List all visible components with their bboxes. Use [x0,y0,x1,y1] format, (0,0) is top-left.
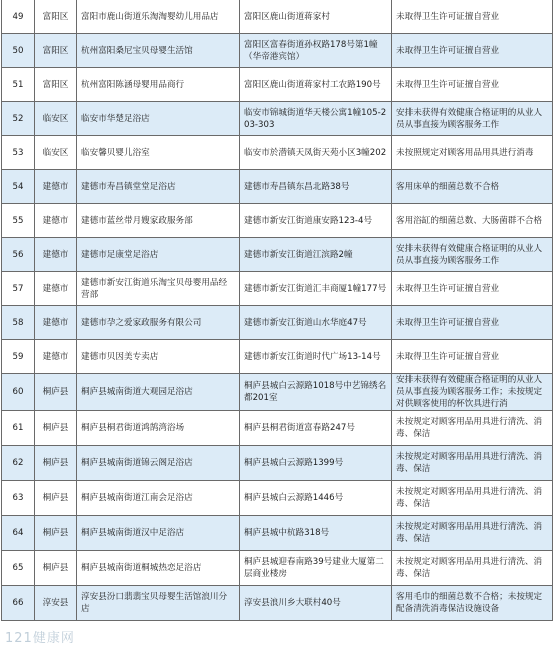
row-number: 63 [2,481,35,516]
row-address: 建德市寿昌镇东昌北路38号 [240,170,392,204]
row-violation: 未取得卫生许可证擅自营业 [392,340,553,374]
table-row [2,272,553,306]
row-violation: 未按照规定对顾客用品用具进行消毒 [392,136,553,170]
row-violation: 未按规定对顾客用品用具进行清洗、消毒、保洁 [392,516,553,551]
row-violation: 未取得卫生许可证擅自营业 [392,34,553,68]
row-violation: 未取得卫生许可证擅自营业 [392,68,553,102]
table-row [2,481,553,516]
row-number: 60 [2,374,35,411]
row-business-name: 桐庐县城南街道桐城热恋足浴店 [77,551,240,586]
row-violation: 安排未获得有效健康合格证明的从业人员从事直接为顾客服务工作；未按规定对供顾客使用的杯饮具进行消 [392,374,553,411]
table-row [2,204,553,238]
row-violation: 未取得卫生许可证擅自营业 [392,0,553,34]
row-address: 临安市锦城街道华天楼公寓1幢105-203-303 [240,102,392,136]
row-address: 富阳区富春街道孙权路178号第1幢（华帝港宾馆） [240,34,392,68]
table-row [2,411,553,446]
table-row [2,238,553,272]
row-business-name: 建德市新安江街道乐淘宝贝母婴用品经营部 [77,272,240,306]
table-row [2,102,553,136]
table-row [2,34,553,68]
row-district: 富阳区 [35,68,77,102]
table-row [2,374,553,411]
row-business-name: 桐庐县城南街道汉中足浴店 [77,516,240,551]
table-row [2,586,553,621]
table-body [2,0,553,621]
row-address: 桐庐县城中杭路318号 [240,516,392,551]
table-row [2,0,553,34]
row-business-name: 桐庐县桐君街道鸿鹄湾浴场 [77,411,240,446]
table-row [2,551,553,586]
row-number: 56 [2,238,35,272]
row-district: 建德市 [35,170,77,204]
row-number: 64 [2,516,35,551]
row-district: 建德市 [35,306,77,340]
row-business-name: 临安市华楚足浴店 [77,102,240,136]
row-district: 富阳区 [35,0,77,34]
row-address: 建德市新安江街道时代广场13-14号 [240,340,392,374]
row-number: 55 [2,204,35,238]
row-number: 53 [2,136,35,170]
watermark-logo: 121健康网 [5,631,75,646]
row-number: 62 [2,446,35,481]
row-violation: 客用毛巾的细菌总数不合格；未按规定配备清洗消毒保洁设施设备 [392,586,553,621]
row-business-name: 桐庐县城南街道江南会足浴店 [77,481,240,516]
row-address: 桐庐县桐君街道富春路247号 [240,411,392,446]
row-number: 66 [2,586,35,621]
row-violation: 未按规定对顾客用品用具进行清洗、消毒、保洁 [392,551,553,586]
row-business-name: 建德市寿昌镇堂堂足浴店 [77,170,240,204]
row-violation: 未取得卫生许可证擅自营业 [392,306,553,340]
table-row [2,446,553,481]
row-district: 临安区 [35,102,77,136]
row-number: 65 [2,551,35,586]
table-row [2,68,553,102]
row-address: 临安市於潜镇天凤街天苑小区3幢202 [240,136,392,170]
row-business-name: 建德市孕之爱家政服务有限公司 [77,306,240,340]
row-number: 52 [2,102,35,136]
row-district: 建德市 [35,340,77,374]
row-number: 59 [2,340,35,374]
row-number: 51 [2,68,35,102]
row-business-name: 桐庐县城南街道大观园足浴店 [77,374,240,411]
row-district: 富阳区 [35,34,77,68]
row-address: 建德市新安江街道汇丰商厦1幢177号 [240,272,392,306]
row-business-name: 杭州富阳陈涵母婴用品商行 [77,68,240,102]
row-address: 桐庐县城白云源路1446号 [240,481,392,516]
row-district: 桐庐县 [35,516,77,551]
table-row [2,170,553,204]
row-address: 建德市新安江街道山水华庭47号 [240,306,392,340]
row-business-name: 建德市足康堂足浴店 [77,238,240,272]
table-row [2,516,553,551]
row-address: 淳安县浪川乡大联村40号 [240,586,392,621]
table-row [2,306,553,340]
row-number: 61 [2,411,35,446]
row-number: 57 [2,272,35,306]
row-number: 58 [2,306,35,340]
row-business-name: 淳安县汾口翡翡宝贝母婴生活馆浪川分店 [77,586,240,621]
row-violation: 未按规定对顾客用品用具进行清洗、消毒、保洁 [392,446,553,481]
row-district: 桐庐县 [35,411,77,446]
row-district: 桐庐县 [35,446,77,481]
row-violation: 客用床单的细菌总数不合格 [392,170,553,204]
row-number: 54 [2,170,35,204]
row-number: 50 [2,34,35,68]
inspection-table [1,0,553,621]
row-violation: 未按规定对顾客用品用具进行清洗、消毒、保洁 [392,481,553,516]
row-address: 桐庐县城白云源路1399号 [240,446,392,481]
row-business-name: 建德市贝因美专卖店 [77,340,240,374]
row-business-name: 建德市蓝丝带月嫂家政服务部 [77,204,240,238]
row-violation: 未按规定对顾客用品用具进行清洗、消毒、保洁 [392,411,553,446]
row-district: 桐庐县 [35,374,77,411]
row-business-name: 杭州富阳桑尼宝贝母婴生活馆 [77,34,240,68]
table-row [2,136,553,170]
row-district: 建德市 [35,204,77,238]
row-address: 建德市新安江街道江滨路2幢 [240,238,392,272]
row-violation: 客用浴缸的细菌总数、大肠菌群不合格 [392,204,553,238]
row-address: 富阳区鹿山街道蒋家村工农路190号 [240,68,392,102]
row-business-name: 富阳市鹿山街道乐淘淘婴幼儿用品店 [77,0,240,34]
row-district: 桐庐县 [35,551,77,586]
row-district: 淳安县 [35,586,77,621]
row-address: 桐庐县城白云源路1018号中艺锦绣名都201室 [240,374,392,411]
row-address: 桐庐县城迎春南路39号建业大厦第二层商业楼房 [240,551,392,586]
row-district: 建德市 [35,272,77,306]
row-address: 建德市新安江街道康安路123-4号 [240,204,392,238]
row-violation: 安排未获得有效健康合格证明的从业人员从事直接为顾客服务工作 [392,102,553,136]
row-business-name: 临安馨贝婴儿浴室 [77,136,240,170]
row-district: 临安区 [35,136,77,170]
row-violation: 未取得卫生许可证擅自营业 [392,272,553,306]
row-district: 建德市 [35,238,77,272]
row-business-name: 桐庐县城南街道锦云阁足浴店 [77,446,240,481]
table-row [2,340,553,374]
row-address: 富阳区鹿山街道蒋家村 [240,0,392,34]
row-violation: 安排未获得有效健康合格证明的从业人员从事直接为顾客服务工作 [392,238,553,272]
row-district: 桐庐县 [35,481,77,516]
row-number: 49 [2,0,35,34]
